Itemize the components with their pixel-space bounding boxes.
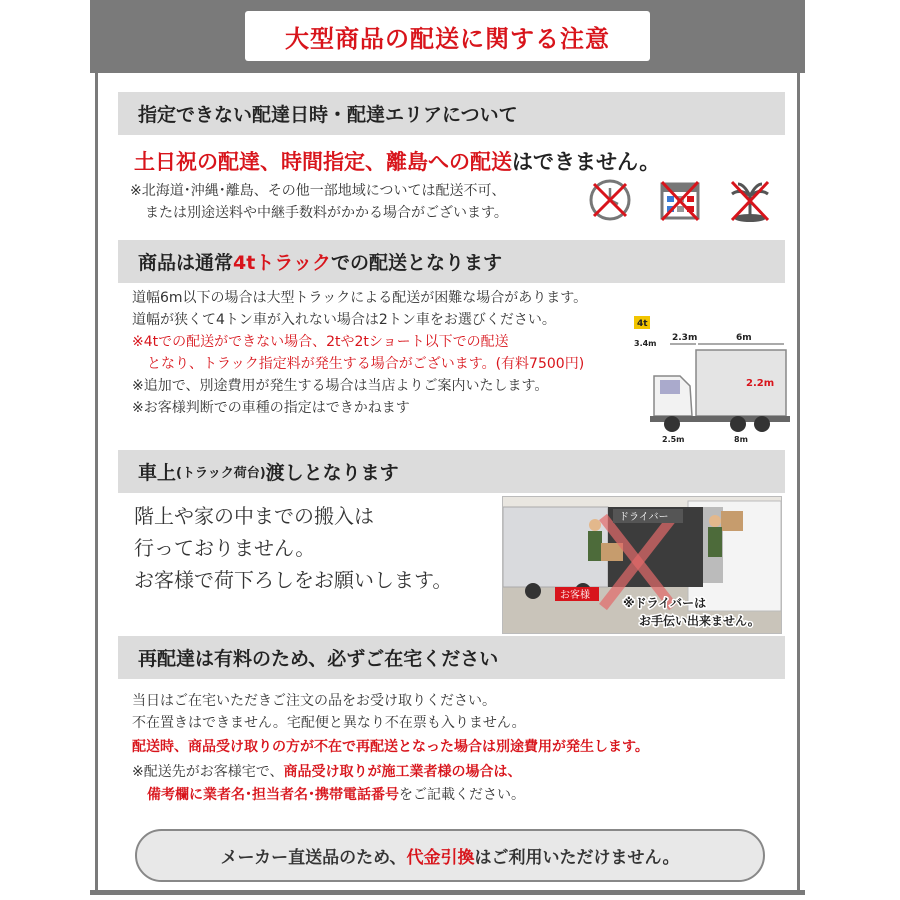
road-width-line1: 道幅6m以下の場合は大型トラックによる配送が困難な場合があります。 bbox=[132, 290, 588, 306]
section2-heading-red: 4tトラック bbox=[233, 252, 331, 274]
no-calendar-icon bbox=[656, 176, 704, 224]
section2-heading-pre: 商品は通常 bbox=[138, 252, 234, 274]
unloading-scene bbox=[503, 497, 781, 633]
truck-body-length: 6m bbox=[736, 333, 752, 343]
no-clock-icon bbox=[586, 176, 634, 224]
footer-red: 代金引換 bbox=[406, 848, 475, 868]
truck-badge: 4t bbox=[637, 319, 648, 329]
no-weekend-delivery-headline bbox=[134, 146, 660, 176]
area-note-line2: または別途送料や中継手数料がかかる場合がございます。 bbox=[145, 205, 508, 221]
curbside-line3: お客様で荷下ろしをお願いします。 bbox=[134, 568, 453, 592]
section2-heading-post: での配送となります bbox=[330, 252, 502, 274]
contractor-line2-post: をご記載ください。 bbox=[399, 787, 525, 803]
extra-fee-line: ※追加で、別途費用が発生する場合は当店よりご案内いたします。 bbox=[132, 378, 549, 394]
driver-caption-line2: お手伝い出来ません。 bbox=[639, 614, 760, 628]
section-heading-curbside bbox=[118, 450, 785, 493]
curbside-line1: 階上や家の中までの搬入は bbox=[134, 504, 374, 528]
truck-total-length: 8m bbox=[734, 435, 748, 444]
truck-fee-line1: ※4tでの配送ができない場合、2tや2tショート以下での配送 bbox=[132, 334, 509, 350]
redelivery-line1: 当日はご在宅いただきご注文の品をお受け取りください。 bbox=[132, 693, 496, 709]
section-heading-4t-truck bbox=[118, 240, 785, 283]
no-island-icon bbox=[726, 176, 774, 224]
truck-diagram bbox=[634, 316, 794, 444]
truck-height: 3.4m bbox=[634, 339, 657, 348]
headline-black-text: はできません。 bbox=[512, 150, 661, 174]
truck-cab-length: 2.3m bbox=[672, 333, 698, 343]
truck-wheelbase: 2.5m bbox=[662, 435, 685, 444]
truck-fee-line2: となり、トラック指定料が発生する場合がございます。(有料7500円) bbox=[147, 356, 585, 372]
section4-heading-text: 再配達は有料のため、必ずご在宅ください bbox=[138, 648, 499, 670]
section-heading-redelivery bbox=[118, 636, 785, 679]
headline-red-text: 土日祝の配達、時間指定、離島への配送 bbox=[134, 150, 512, 174]
redelivery-fee-line: 配送時、商品受け取りの方が不在で再配送となった場合は別途費用が発生します。 bbox=[132, 739, 649, 755]
bottom-band bbox=[90, 890, 805, 895]
curbside-line2: 行っておりません。 bbox=[134, 536, 316, 560]
unloading-illustration bbox=[502, 496, 782, 634]
road-width-line2: 道幅が狭くて4トン車が入れない場合は2トン車をお選びください。 bbox=[132, 312, 556, 328]
page-title: 大型商品の配送に関する注意 bbox=[245, 11, 650, 61]
contractor-line2-red: 備考欄に業者名･担当者名･携帯電話番号 bbox=[147, 787, 399, 803]
section3-heading-post: 渡しとなります bbox=[265, 462, 399, 484]
section-heading-delivery-restrictions bbox=[118, 92, 785, 135]
area-note-line1: ※北海道･沖縄･離島、その他一部地域については配送不可、 bbox=[130, 183, 506, 199]
contractor-line1-red: 商品受け取りが施工業者様の場合は、 bbox=[283, 764, 522, 780]
footer-post: はご利用いただけません。 bbox=[474, 848, 680, 868]
contractor-line1 bbox=[132, 761, 521, 783]
driver-caption-line1: ※ドライバーは bbox=[623, 596, 707, 610]
footer-pre: メーカー直送品のため、 bbox=[220, 848, 407, 868]
section3-heading-pre: 車上 bbox=[138, 462, 177, 484]
driver-tag: ドライバー bbox=[619, 512, 669, 523]
section3-heading-small: (トラック荷台) bbox=[176, 466, 266, 481]
cod-unavailable-notice bbox=[135, 829, 765, 882]
truck-body-height: 2.2m bbox=[746, 378, 775, 389]
contractor-line1-pre: ※配送先がお客様宅で、 bbox=[132, 764, 284, 780]
redelivery-line2: 不在置きはできません。宅配便と異なり不在票も入りません。 bbox=[132, 715, 526, 731]
notice-panel bbox=[90, 0, 805, 895]
contractor-line2 bbox=[147, 784, 525, 806]
title-band bbox=[90, 0, 805, 73]
customer-tag: お客様 bbox=[560, 590, 590, 601]
vehicle-choice-line: ※お客様判断での車種の指定はできかねます bbox=[132, 400, 410, 416]
section1-heading-text: 指定できない配達日時・配達エリアについて bbox=[138, 104, 518, 126]
